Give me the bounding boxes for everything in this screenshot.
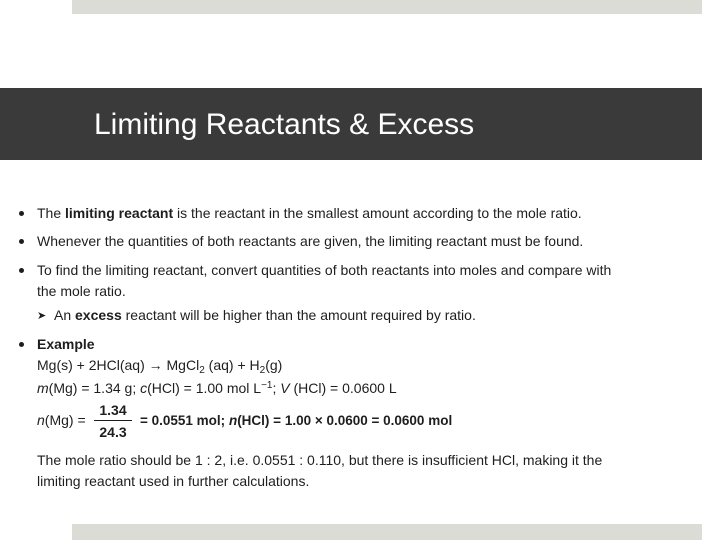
sub-bullet-excess: [54, 305, 476, 326]
text: (Mg) = 1.34 g;: [48, 380, 141, 396]
bullet-dot: [19, 342, 24, 347]
symbol: n: [228, 413, 238, 428]
conclusion-line1: The mole ratio should be 1 : 2, i.e. 0.0551 : 0.110, but there is insufficient HCl, making it the: [37, 452, 603, 468]
bullet-limiting-reactant-definition: [37, 203, 582, 224]
bullet-find-limiting-line1: To find the limiting reactant, convert quantities of both reactants into moles and compare with: [37, 262, 612, 278]
slide-title: Limiting Reactants & Excess: [94, 108, 475, 141]
subscript: 2: [259, 365, 266, 376]
text: is the reactant in the smallest amount according to the mole ratio.: [173, 205, 582, 221]
symbol: m: [37, 380, 49, 396]
subscript: 2: [199, 365, 205, 376]
symbol: V: [280, 380, 290, 396]
bullet-dot: [19, 211, 24, 216]
bullet-quantities: Whenever the quantities of both reactants are given, the limiting reactant must be found.: [37, 233, 584, 249]
conclusion-line2: limiting reactant used in further calculations.: [37, 473, 310, 489]
term-excess: excess: [75, 307, 122, 323]
text: (g): [265, 357, 283, 373]
bullet-dot: [19, 268, 24, 273]
text: ;: [272, 380, 281, 396]
text: Mg(s) + 2HCl(aq) → MgCl: [37, 357, 200, 373]
example-heading: Example: [37, 336, 95, 352]
superscript: −1: [261, 380, 273, 391]
mole-calc-results: [140, 410, 452, 431]
bottom-decorative-strip: [72, 524, 702, 540]
example-given-values: [37, 378, 397, 399]
fraction-denominator: 24.3: [99, 424, 127, 440]
text: An: [54, 307, 76, 323]
bullet-find-limiting-line2: the mole ratio.: [37, 283, 126, 299]
text: The: [37, 205, 66, 221]
fraction-numerator: 1.34: [99, 402, 127, 418]
text: = 0.0551 mol;: [140, 413, 229, 428]
text: (HCl) = 0.0600 L: [289, 380, 397, 396]
term-limiting-reactant: limiting reactant: [65, 205, 174, 221]
symbol: n: [37, 412, 45, 428]
text: reactant will be higher than the amount required by ratio.: [121, 307, 476, 323]
text: (HCl) = 1.00 × 0.0600 = 0.0600 mol: [237, 413, 453, 428]
text: (Mg) =: [44, 412, 86, 428]
arrow-bullet-icon: ➤: [37, 310, 47, 322]
bullet-dot: [19, 239, 24, 244]
example-equation: [37, 355, 282, 376]
symbol: c: [140, 380, 148, 396]
text: (aq) + H: [204, 357, 260, 373]
mole-calc-mg-left: [37, 410, 86, 431]
text: (HCl) = 1.00 mol L: [147, 380, 262, 396]
fraction-bar: [94, 420, 132, 421]
